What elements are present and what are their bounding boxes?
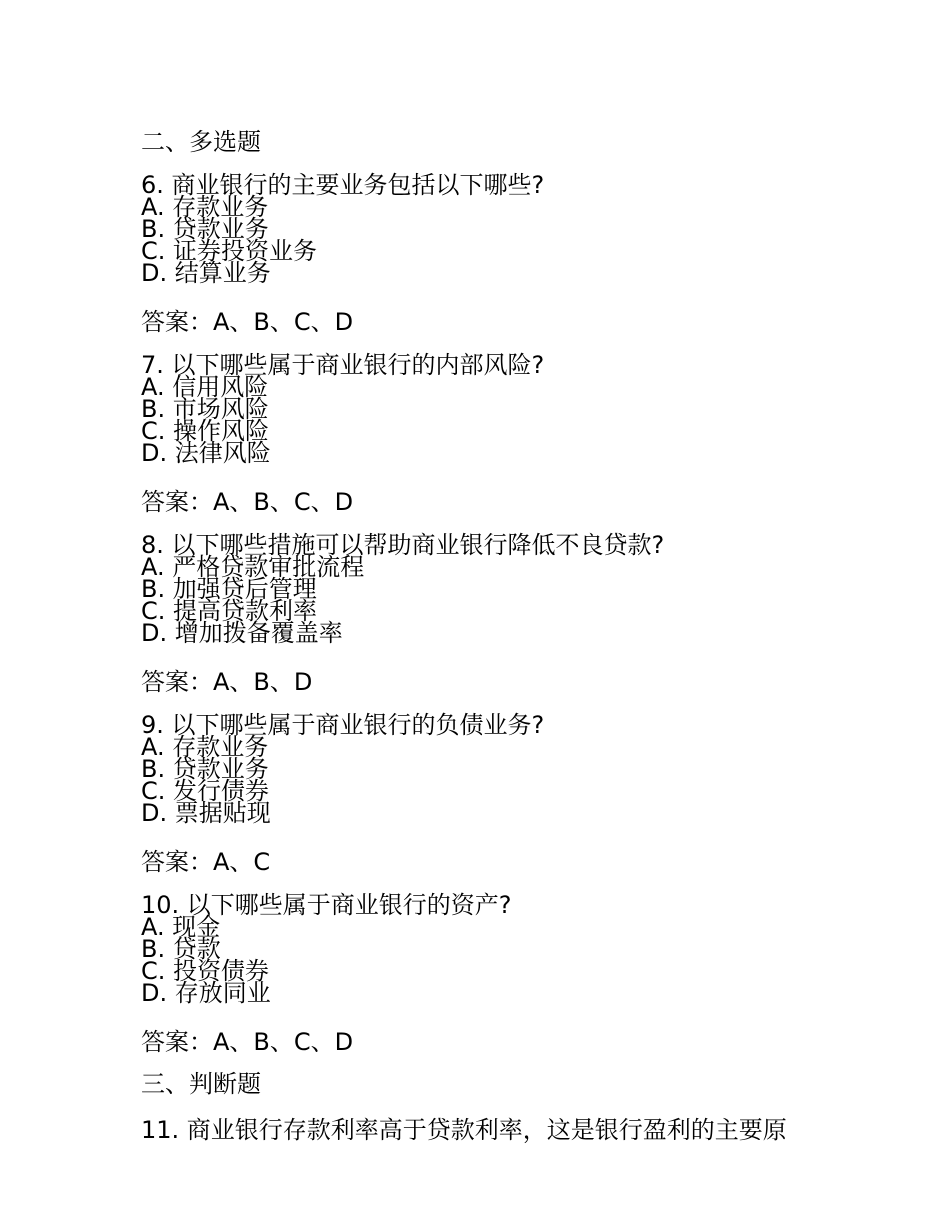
option-b: B. 市场风险 [141,395,269,423]
option-c: C. 发行债券 [141,777,270,805]
option-c: C. 提高贷款利率 [141,597,318,625]
question-text: 10. 以下哪些属于商业银行的资产? [141,891,512,919]
section-title-multiple-choice: 二、多选题 [141,128,261,156]
option-c: C. 投资债券 [141,957,270,985]
answer: 答案：A、B、C、D [141,1028,354,1056]
answer: 答案：A、B、C、D [141,308,354,336]
option-a: A. 严格贷款审批流程 [141,553,365,581]
option-d: D. 增加拨备覆盖率 [141,619,343,647]
option-a: A. 存款业务 [141,733,269,761]
option-b: B. 贷款 [141,935,221,963]
question-9 [141,712,901,882]
section-title-true-false: 三、判断题 [141,1070,261,1098]
option-d: D. 票据贴现 [141,799,271,827]
option-d: D. 法律风险 [141,439,271,467]
option-a: A. 存款业务 [141,193,269,221]
answer: 答案：A、B、C、D [141,488,354,516]
option-a: A. 现金 [141,913,221,941]
option-d: D. 存放同业 [141,979,271,1007]
answer: 答案：A、C [141,848,271,876]
option-c: C. 操作风险 [141,417,270,445]
question-text: 6. 商业银行的主要业务包括以下哪些? [141,171,545,199]
option-d: D. 结算业务 [141,259,271,287]
option-b: B. 加强贷后管理 [141,575,317,603]
question-8 [141,532,901,702]
question-6 [141,172,901,342]
question-11: 11. 商业银行存款利率高于贷款利率，这是银行盈利的主要原 [141,1116,787,1144]
option-a: A. 信用风险 [141,373,269,401]
question-text: 8. 以下哪些措施可以帮助商业银行降低不良贷款? [141,531,665,559]
option-b: B. 贷款业务 [141,215,269,243]
question-text: 9. 以下哪些属于商业银行的负债业务? [141,711,545,739]
question-7 [141,352,901,522]
question-10 [141,892,901,1062]
option-b: B. 贷款业务 [141,755,269,783]
answer: 答案：A、B、D [141,668,313,696]
option-c: C. 证券投资业务 [141,237,318,265]
question-text: 7. 以下哪些属于商业银行的内部风险? [141,351,545,379]
document-page [141,122,901,1150]
